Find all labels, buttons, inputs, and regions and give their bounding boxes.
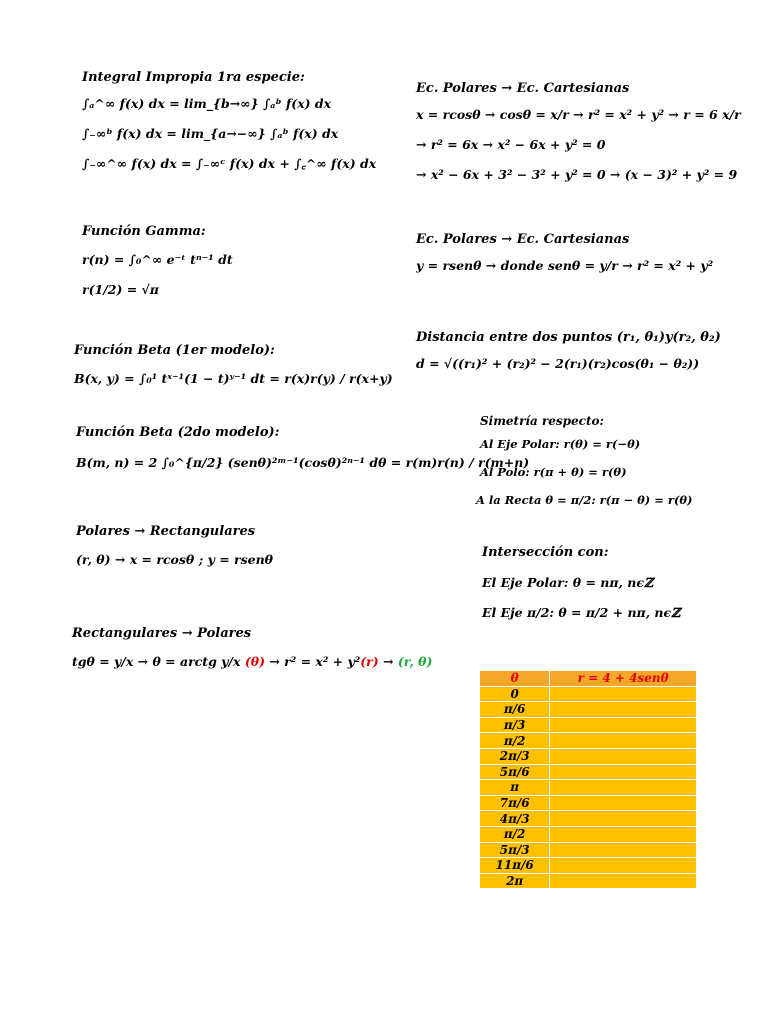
table-cell-theta: 5π/3: [480, 842, 550, 858]
polares-rectangulares-formula: (r, θ) → x = rcosθ ; y = rsenθ: [76, 552, 274, 567]
ec-cartesianas-1-line-3: → x² − 6x + 3² − 3² + y² = 0 → (x − 3)² + y² = 9: [416, 167, 738, 182]
integral-formula-3: ∫₋∞^∞ f(x) dx = ∫₋∞ᶜ f(x) dx + ∫꜀^∞ f(x) dx: [82, 156, 377, 171]
table-row: [480, 873, 697, 889]
integral-formula-1: ∫ₐ^∞ f(x) dx = lim_{b→∞} ∫ₐᵇ f(x) dx: [82, 96, 332, 111]
simetria-recta: A la Recta θ = π/2: r(π − θ) = r(θ): [476, 493, 693, 507]
table-cell-theta: 7π/6: [480, 795, 550, 811]
ec-cartesianas-1-title: Ec. Polares → Ec. Cartesianas: [416, 81, 630, 96]
ec-cartesianas-1-section: [416, 81, 741, 190]
polares-rectangulares-title: Polares → Rectangulares: [76, 524, 256, 539]
rectangulares-polares-title: Rectangulares → Polares: [72, 626, 252, 641]
table-row: [480, 858, 697, 874]
rect-pol-part-b: → r² = x² + y²: [269, 654, 361, 669]
polares-rectangulares-section: [76, 524, 273, 575]
table-row: [480, 702, 697, 718]
table-cell-r: [550, 858, 697, 874]
table-row: [480, 780, 697, 796]
table-cell-r: [550, 842, 697, 858]
interseccion-title: Intersección con:: [482, 545, 609, 560]
beta2-formula: B(m, n) = 2 ∫₀^{π/2} (senθ)²ᵐ⁻¹(cosθ)²ⁿ⁻¹ dθ = r(m)r(n) / r(m+n): [76, 455, 530, 470]
table-cell-r: [550, 764, 697, 780]
interseccion-eje-pi2: El Eje π/2: θ = π/2 + nπ, nϵℤ: [482, 605, 681, 620]
beta1-formula: B(x, y) = ∫₀¹ tˣ⁻¹(1 − t)ʸ⁻¹ dt = r(x)r(y) / r(x+y): [74, 371, 393, 386]
simetria-polo: Al Polo: r(π + θ) = r(θ): [480, 465, 627, 479]
integral-impropia-title: Integral Impropia 1ra especie:: [82, 70, 305, 85]
table-row: [480, 826, 697, 842]
table-row: [480, 748, 697, 764]
integral-formula-2: ∫₋∞ᵇ f(x) dx = lim_{a→−∞} ∫ₐᵇ f(x) dx: [82, 126, 339, 141]
ec-cartesianas-2-formula: y = rsenθ → donde senθ = y/r → r² = x² + y²: [416, 258, 714, 273]
table-cell-theta: π/3: [480, 717, 550, 733]
interseccion-section: [482, 545, 680, 628]
gamma-section: [82, 224, 233, 305]
table-header-r: r = 4 + 4senθ: [550, 671, 697, 687]
table-cell-theta: π/6: [480, 702, 550, 718]
beta2-title: Función Beta (2do modelo):: [76, 425, 280, 440]
table-cell-theta: 5π/6: [480, 764, 550, 780]
gamma-formula-2: r(1/2) = √π: [82, 282, 159, 297]
table-cell-r: [550, 826, 697, 842]
rect-pol-rtheta-tag: (r, θ): [397, 654, 433, 669]
rect-pol-r-tag: (r): [360, 654, 379, 669]
table-cell-theta: π/2: [480, 826, 550, 842]
table-cell-theta: 2π: [480, 873, 550, 889]
table-row: [480, 686, 697, 702]
distancia-title: Distancia entre dos puntos (r₁, θ₁)y(r₂, θ₂): [416, 330, 721, 345]
ec-cartesianas-1-line-1: x = rcosθ → cosθ = x/r → r² = x² + y² → r = 6 x/r: [416, 107, 741, 122]
table-cell-theta: π/2: [480, 733, 550, 749]
distancia-formula: d = √((r₁)² + (r₂)² − 2(r₁)(r₂)cos(θ₁ − θ₂)): [416, 356, 700, 371]
table-cell-theta: π: [480, 780, 550, 796]
simetria-title: Simetría respecto:: [480, 414, 604, 428]
table-cell-r: [550, 811, 697, 827]
values-table: [479, 670, 697, 889]
beta1-title: Función Beta (1er modelo):: [74, 343, 275, 358]
table-cell-r: [550, 795, 697, 811]
table-header-row: [480, 671, 697, 687]
beta2-section: [76, 425, 529, 478]
table-cell-r: [550, 873, 697, 889]
ec-cartesianas-1-line-2: → r² = 6x → x² − 6x + y² = 0: [416, 137, 606, 152]
beta1-section: [74, 343, 393, 394]
table-row: [480, 842, 697, 858]
table-cell-theta: 0: [480, 686, 550, 702]
table-cell-theta: 2π/3: [480, 748, 550, 764]
table-row: [480, 811, 697, 827]
table-cell-r: [550, 748, 697, 764]
integral-impropia-section: [82, 70, 376, 179]
table-row: [480, 733, 697, 749]
gamma-formula-1: r(n) = ∫₀^∞ e⁻ᵗ tⁿ⁻¹ dt: [82, 252, 233, 267]
table-cell-r: [550, 686, 697, 702]
table-cell-r: [550, 733, 697, 749]
distancia-section: [416, 330, 721, 379]
table-cell-theta: 4π/3: [480, 811, 550, 827]
table-row: [480, 717, 697, 733]
table-cell-r: [550, 702, 697, 718]
rect-pol-theta-tag: (θ): [244, 654, 265, 669]
rect-pol-arrow: →: [383, 654, 394, 669]
ec-cartesianas-2-title: Ec. Polares → Ec. Cartesianas: [416, 232, 630, 247]
table-header-theta: θ: [480, 671, 550, 687]
table-cell-r: [550, 717, 697, 733]
table-cell-r: [550, 780, 697, 796]
table-cell-theta: 11π/6: [480, 858, 550, 874]
gamma-title: Función Gamma:: [82, 224, 206, 239]
simetria-eje-polar: Al Eje Polar: r(θ) = r(−θ): [480, 437, 641, 451]
simetria-section: [476, 414, 693, 514]
table-row: [480, 764, 697, 780]
interseccion-eje-polar: El Eje Polar: θ = nπ, nϵℤ: [482, 575, 654, 590]
ec-cartesianas-2-section: [416, 232, 713, 281]
rect-pol-part-a: tgθ = y/x → θ = arctg y/x: [72, 654, 241, 669]
table-row: [480, 795, 697, 811]
rectangulares-polares-section: [72, 626, 432, 677]
rectangulares-polares-formula: [72, 647, 432, 677]
